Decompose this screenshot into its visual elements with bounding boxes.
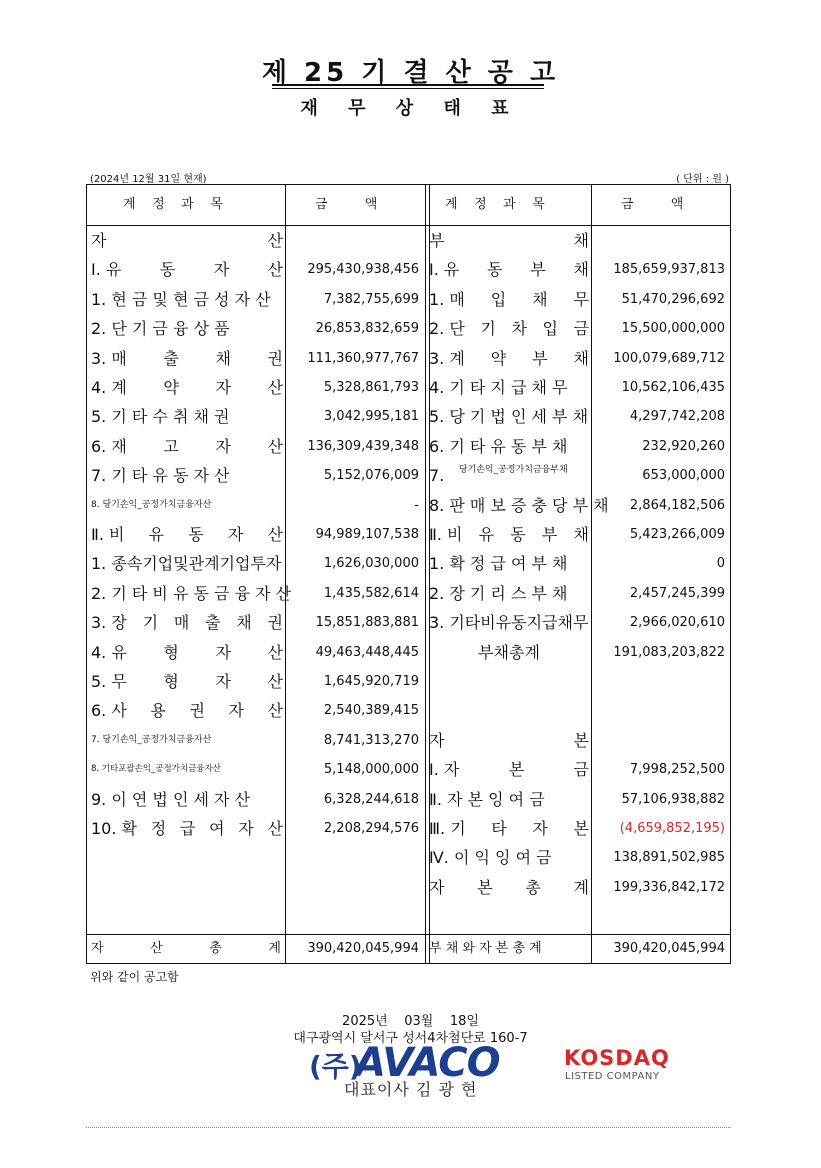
left-account-label bbox=[91, 696, 283, 725]
right-account-label bbox=[429, 667, 589, 696]
label-part: 입 bbox=[542, 319, 558, 339]
label-part: Ⅲ. 기 bbox=[429, 819, 466, 838]
left-amount: 8,741,313,270 bbox=[323, 732, 419, 748]
label-part: 4. 유 bbox=[91, 642, 127, 662]
label-part: 6. 사 bbox=[91, 701, 127, 721]
unit-note: ( 단위 : 원 ) bbox=[676, 174, 729, 185]
label-part: Ⅱ. 비 bbox=[91, 525, 125, 544]
label-text: 8. 당기손익_공정가치금융자산 bbox=[91, 499, 212, 510]
label-part: 본 bbox=[573, 819, 589, 838]
label-part: 동 bbox=[188, 525, 204, 544]
left-amount bbox=[285, 226, 419, 255]
avaco-logo: AVACO bbox=[355, 1040, 500, 1086]
label-part: 채 bbox=[573, 348, 589, 368]
label-part: 산 bbox=[150, 941, 163, 956]
label-part: 금 bbox=[573, 319, 589, 339]
label-part: 형 bbox=[163, 672, 179, 691]
label-part: 타 bbox=[491, 819, 507, 838]
right-amount: 57,106,938,882 bbox=[621, 791, 725, 807]
label-part: 채 bbox=[573, 260, 589, 280]
label-part: 권 bbox=[189, 701, 205, 721]
left-account-label bbox=[91, 785, 283, 814]
label-part: 급 bbox=[179, 819, 196, 838]
label-part: 기 bbox=[480, 319, 496, 339]
right-amount: 5,423,266,009 bbox=[629, 527, 725, 542]
label-part: 매 bbox=[173, 613, 190, 633]
label-text: 2. 단 기 금 융 상 품 bbox=[91, 319, 230, 339]
label-part: 차 bbox=[511, 319, 527, 339]
right-account-label bbox=[429, 696, 589, 725]
left-account-label bbox=[91, 491, 283, 520]
ceo-name: 대표이사 김 광 현 bbox=[344, 1080, 478, 1099]
right-amount: 191,083,203,822 bbox=[613, 644, 725, 660]
label-part: 자 bbox=[429, 877, 445, 897]
label-part: 본 bbox=[508, 760, 525, 780]
kosdaq-logo: KOSDAQ bbox=[564, 1046, 670, 1070]
label-part: 권 bbox=[267, 348, 283, 368]
label-part: 산 bbox=[267, 260, 283, 280]
announcement-date: 2025년 03월 18일 bbox=[342, 1014, 479, 1029]
left-account-header: 계 정 과 목 bbox=[123, 197, 223, 212]
right-amount: 185,659,937,813 bbox=[613, 262, 725, 278]
right-account-label bbox=[429, 638, 589, 667]
label-part: 부 bbox=[530, 260, 546, 280]
label-part: 자 bbox=[215, 378, 231, 397]
left-amount: 5,148,000,000 bbox=[323, 762, 419, 778]
label-part: 계 bbox=[573, 877, 589, 897]
label-text: 8. 기타포괄손익_공정가치금융자산 bbox=[91, 764, 222, 775]
left-amount: 94,989,107,538 bbox=[315, 527, 419, 542]
label-part: 출 bbox=[163, 348, 179, 368]
right-account-label bbox=[429, 873, 589, 902]
company-address: 대구광역시 달서구 성서4차첨단로 160-7 bbox=[293, 1031, 528, 1046]
label-part: 출 bbox=[205, 613, 221, 633]
left-amount-header: 금 액 bbox=[315, 197, 378, 212]
right-amount: 232,920,260 bbox=[642, 438, 725, 454]
label-part: 자 bbox=[91, 231, 107, 250]
label-part: 본 bbox=[477, 877, 493, 897]
label-text: 6. 기 타 유 동 부 채 bbox=[429, 436, 568, 456]
label-part: 자 bbox=[429, 730, 445, 750]
right-account-label bbox=[429, 755, 589, 784]
totals-row bbox=[87, 934, 732, 964]
left-amount: 1,435,582,614 bbox=[323, 585, 419, 601]
label-text: 3. 기타비유동지급채무 bbox=[429, 613, 589, 633]
right-account-label bbox=[429, 520, 589, 549]
right-account-label bbox=[429, 285, 589, 314]
label-text: 5. 기 타 수 취 채 권 bbox=[91, 407, 230, 427]
right-amount: 100,079,689,712 bbox=[613, 350, 725, 366]
left-amount: 6,328,244,618 bbox=[323, 791, 419, 807]
label-part: 채 bbox=[215, 348, 231, 368]
liabilities-equity-total-amount: 390,420,045,994 bbox=[613, 941, 725, 956]
page-title: 제 25 기 결 산 공 고 bbox=[261, 58, 560, 88]
right-amount: 2,457,245,399 bbox=[629, 585, 725, 601]
label-part: Ⅰ. 유 bbox=[429, 260, 460, 280]
right-amount: 10,562,106,435 bbox=[621, 380, 725, 395]
label-part: 자 bbox=[228, 701, 244, 721]
right-account-label bbox=[429, 814, 589, 843]
label-text: 1. 현 금 및 현 금 성 자 산 bbox=[91, 289, 271, 309]
label-part: 산 bbox=[267, 378, 283, 397]
label-text: 부 채 와 자 본 총 계 bbox=[429, 941, 542, 956]
right-amount: 138,891,502,985 bbox=[613, 850, 725, 866]
label-part: 약 bbox=[490, 348, 507, 368]
left-account-label bbox=[91, 638, 283, 667]
left-account-label bbox=[91, 314, 283, 343]
label-part: 동 bbox=[159, 260, 176, 280]
label-part: 무 bbox=[573, 289, 589, 309]
left-account-label bbox=[91, 344, 283, 373]
liabilities-equity-total-label bbox=[429, 934, 587, 964]
label-text: 부채총계 bbox=[478, 642, 540, 662]
page-subtitle: 재 무 상 태 표 bbox=[300, 98, 521, 119]
label-part: 산 bbox=[267, 701, 283, 721]
label-part: 자 bbox=[238, 819, 254, 838]
left-account-label bbox=[91, 402, 283, 431]
right-amount: 0 bbox=[716, 556, 725, 572]
left-amount: 111,360,977,767 bbox=[307, 350, 419, 366]
right-amount-header: 금 액 bbox=[621, 197, 684, 212]
left-amount: 49,463,448,445 bbox=[315, 644, 419, 660]
left-amount: 3,042,995,181 bbox=[323, 409, 419, 425]
label-text: Ⅳ. 이 익 잉 여 금 bbox=[429, 848, 552, 868]
label-part: 채 bbox=[236, 613, 252, 633]
right-account-label bbox=[429, 843, 589, 872]
right-amount: 2,864,182,506 bbox=[629, 497, 725, 513]
label-text: 2. 기 타 비 유 동 금 융 자 산 bbox=[91, 583, 292, 603]
title-underline-thin bbox=[272, 88, 544, 89]
label-part: 부 bbox=[532, 348, 548, 368]
left-amount: - bbox=[414, 497, 419, 513]
column-divider bbox=[425, 185, 426, 963]
right-account-label bbox=[429, 373, 589, 402]
label-text: 4. 기 타 지 급 채 무 bbox=[429, 378, 568, 397]
right-account-label bbox=[429, 491, 609, 520]
label-part: 5. 무 bbox=[91, 672, 127, 691]
right-account-label bbox=[429, 579, 589, 608]
label-part: 산 bbox=[267, 819, 283, 838]
label-part: 자 bbox=[215, 642, 231, 662]
label-text: 1. 종속기업및관계기업투자 bbox=[91, 554, 282, 574]
label-part: 자 bbox=[213, 260, 230, 280]
label-part: 채 bbox=[532, 289, 548, 309]
right-amount: (4,659,852,195) bbox=[619, 821, 725, 836]
assets-total-label bbox=[91, 934, 281, 964]
label-part: 동 bbox=[487, 260, 503, 280]
label-part: 자 bbox=[227, 525, 244, 544]
label-part: 약 bbox=[163, 378, 179, 397]
right-account-label bbox=[429, 785, 589, 814]
left-account-label bbox=[91, 255, 283, 284]
right-account-label bbox=[429, 344, 589, 373]
assets-total-amount: 390,420,045,994 bbox=[307, 941, 419, 956]
label-part: 2. 단 bbox=[429, 319, 465, 339]
label-part: 권 bbox=[267, 613, 283, 633]
label-part: 부 bbox=[429, 231, 445, 250]
label-text: 1. 확 정 급 여 부 채 bbox=[429, 554, 568, 574]
label-part: 총 bbox=[209, 941, 222, 956]
left-amount: 26,853,832,659 bbox=[315, 321, 419, 337]
label-part: 3. 매 bbox=[91, 348, 127, 368]
label-part: 자 bbox=[91, 941, 104, 956]
right-amount: 653,000,000 bbox=[642, 468, 725, 484]
right-account-label bbox=[429, 402, 589, 431]
label-part: 계 bbox=[268, 941, 281, 956]
label-part: 자 bbox=[532, 819, 548, 838]
left-amount: 1,645,920,719 bbox=[323, 674, 419, 689]
label-part: Ⅰ. 자 bbox=[429, 760, 460, 780]
label-part: 3. 장 bbox=[91, 613, 127, 633]
left-account-label bbox=[91, 226, 283, 255]
label-part: 정 bbox=[150, 819, 167, 838]
label-part: 산 bbox=[267, 231, 283, 250]
left-amount: 5,152,076,009 bbox=[323, 468, 419, 484]
right-amount bbox=[591, 667, 725, 696]
label-part: Ⅰ. 유 bbox=[91, 260, 122, 280]
label-part: 고 bbox=[163, 436, 179, 456]
left-account-label bbox=[91, 726, 283, 755]
label-text: 9. 이 연 법 인 세 자 산 bbox=[91, 789, 251, 809]
left-amount: 15,851,883,881 bbox=[315, 615, 419, 631]
right-account-label bbox=[429, 461, 589, 490]
left-account-label bbox=[91, 667, 283, 696]
label-text: 2. 장 기 리 스 부 채 bbox=[429, 583, 568, 603]
label-part: 채 bbox=[573, 231, 589, 250]
listed-company-label: LISTED COMPANY bbox=[565, 1071, 660, 1082]
right-amount: 199,336,842,172 bbox=[613, 879, 725, 895]
label-part: 용 bbox=[150, 701, 166, 721]
right-account-label bbox=[429, 432, 589, 461]
label-part: 본 bbox=[573, 730, 589, 750]
right-amount: 7,998,252,500 bbox=[629, 762, 725, 778]
label-text: 7. 기 타 유 동 자 산 bbox=[91, 466, 230, 486]
right-account-label bbox=[429, 226, 589, 255]
left-amount: 2,540,389,415 bbox=[323, 703, 419, 719]
label-part: 산 bbox=[267, 672, 283, 691]
right-account-header: 계 정 과 목 bbox=[445, 197, 545, 212]
label-part: 형 bbox=[163, 642, 179, 662]
label-part: 1. 매 bbox=[429, 289, 465, 309]
label-text: 7. bbox=[429, 466, 445, 486]
label-part: 6. 재 bbox=[91, 436, 127, 456]
label-text: 7. 당기손익_공정가치금융자산 bbox=[91, 734, 212, 745]
right-amount: 4,297,742,208 bbox=[629, 409, 725, 425]
right-amount: 51,470,296,692 bbox=[621, 291, 725, 307]
label-part: 부 bbox=[541, 525, 558, 544]
right-account-label bbox=[429, 314, 589, 343]
company-prefix: (주) bbox=[309, 1050, 362, 1083]
label-part: 자 bbox=[215, 436, 231, 456]
right-account-label bbox=[429, 608, 589, 637]
label-part: 4. 계 bbox=[91, 378, 127, 397]
left-amount: 2,208,294,576 bbox=[323, 821, 419, 836]
label-part: 3. 계 bbox=[429, 348, 465, 368]
label-text-wrapped: 당기손익_공정가치금융부채 bbox=[458, 465, 568, 476]
left-account-label bbox=[91, 549, 283, 578]
right-amount bbox=[591, 726, 725, 755]
label-part: 총 bbox=[525, 877, 541, 897]
label-part: 유 bbox=[478, 525, 495, 544]
label-part: Ⅱ. 비 bbox=[429, 525, 463, 544]
right-account-label bbox=[429, 255, 589, 284]
right-amount bbox=[591, 696, 725, 725]
left-account-label bbox=[91, 608, 283, 637]
label-text: 5. 당 기 법 인 세 부 채 bbox=[429, 407, 589, 427]
left-amount: 5,328,861,793 bbox=[323, 380, 419, 395]
left-account-label bbox=[91, 814, 283, 843]
right-amount: 2,966,020,610 bbox=[629, 615, 725, 631]
label-part: 금 bbox=[573, 760, 589, 780]
label-part: 산 bbox=[267, 436, 283, 456]
left-amount: 7,382,755,699 bbox=[323, 291, 419, 307]
left-amount: 295,430,938,456 bbox=[307, 262, 419, 278]
right-amount bbox=[591, 226, 725, 255]
left-account-label bbox=[91, 285, 283, 314]
label-part: 산 bbox=[267, 525, 283, 544]
bottom-rule bbox=[86, 1127, 731, 1128]
label-text: Ⅱ. 자 본 잉 여 금 bbox=[429, 789, 545, 809]
right-account-label bbox=[429, 726, 589, 755]
label-text: 8. 판 매 보 증 충 당 부 채 bbox=[429, 495, 609, 515]
label-part: 기 bbox=[142, 613, 159, 633]
date-note: (2024년 12월 31일 현재) bbox=[90, 174, 207, 185]
balance-sheet-table bbox=[86, 184, 731, 964]
label-part: 유 bbox=[148, 525, 165, 544]
left-account-label bbox=[91, 461, 283, 490]
footer-note: 위와 같이 공고함 bbox=[90, 970, 179, 984]
title-underline bbox=[272, 84, 544, 86]
left-account-label bbox=[91, 579, 292, 608]
label-part: 채 bbox=[573, 525, 589, 544]
right-amount: 15,500,000,000 bbox=[621, 321, 725, 337]
left-account-label bbox=[91, 755, 283, 784]
left-amount: 136,309,439,348 bbox=[307, 438, 419, 454]
label-part: 자 bbox=[215, 672, 231, 691]
left-account-label bbox=[91, 432, 283, 461]
label-part: 입 bbox=[490, 289, 507, 309]
left-account-label bbox=[91, 373, 283, 402]
left-amount: 1,626,030,000 bbox=[323, 556, 419, 572]
left-account-label bbox=[91, 520, 283, 549]
label-part: 산 bbox=[267, 642, 283, 662]
right-account-label bbox=[429, 549, 589, 578]
label-part: 10. 확 bbox=[91, 819, 137, 838]
label-part: 여 bbox=[209, 819, 225, 838]
label-part: 동 bbox=[510, 525, 526, 544]
